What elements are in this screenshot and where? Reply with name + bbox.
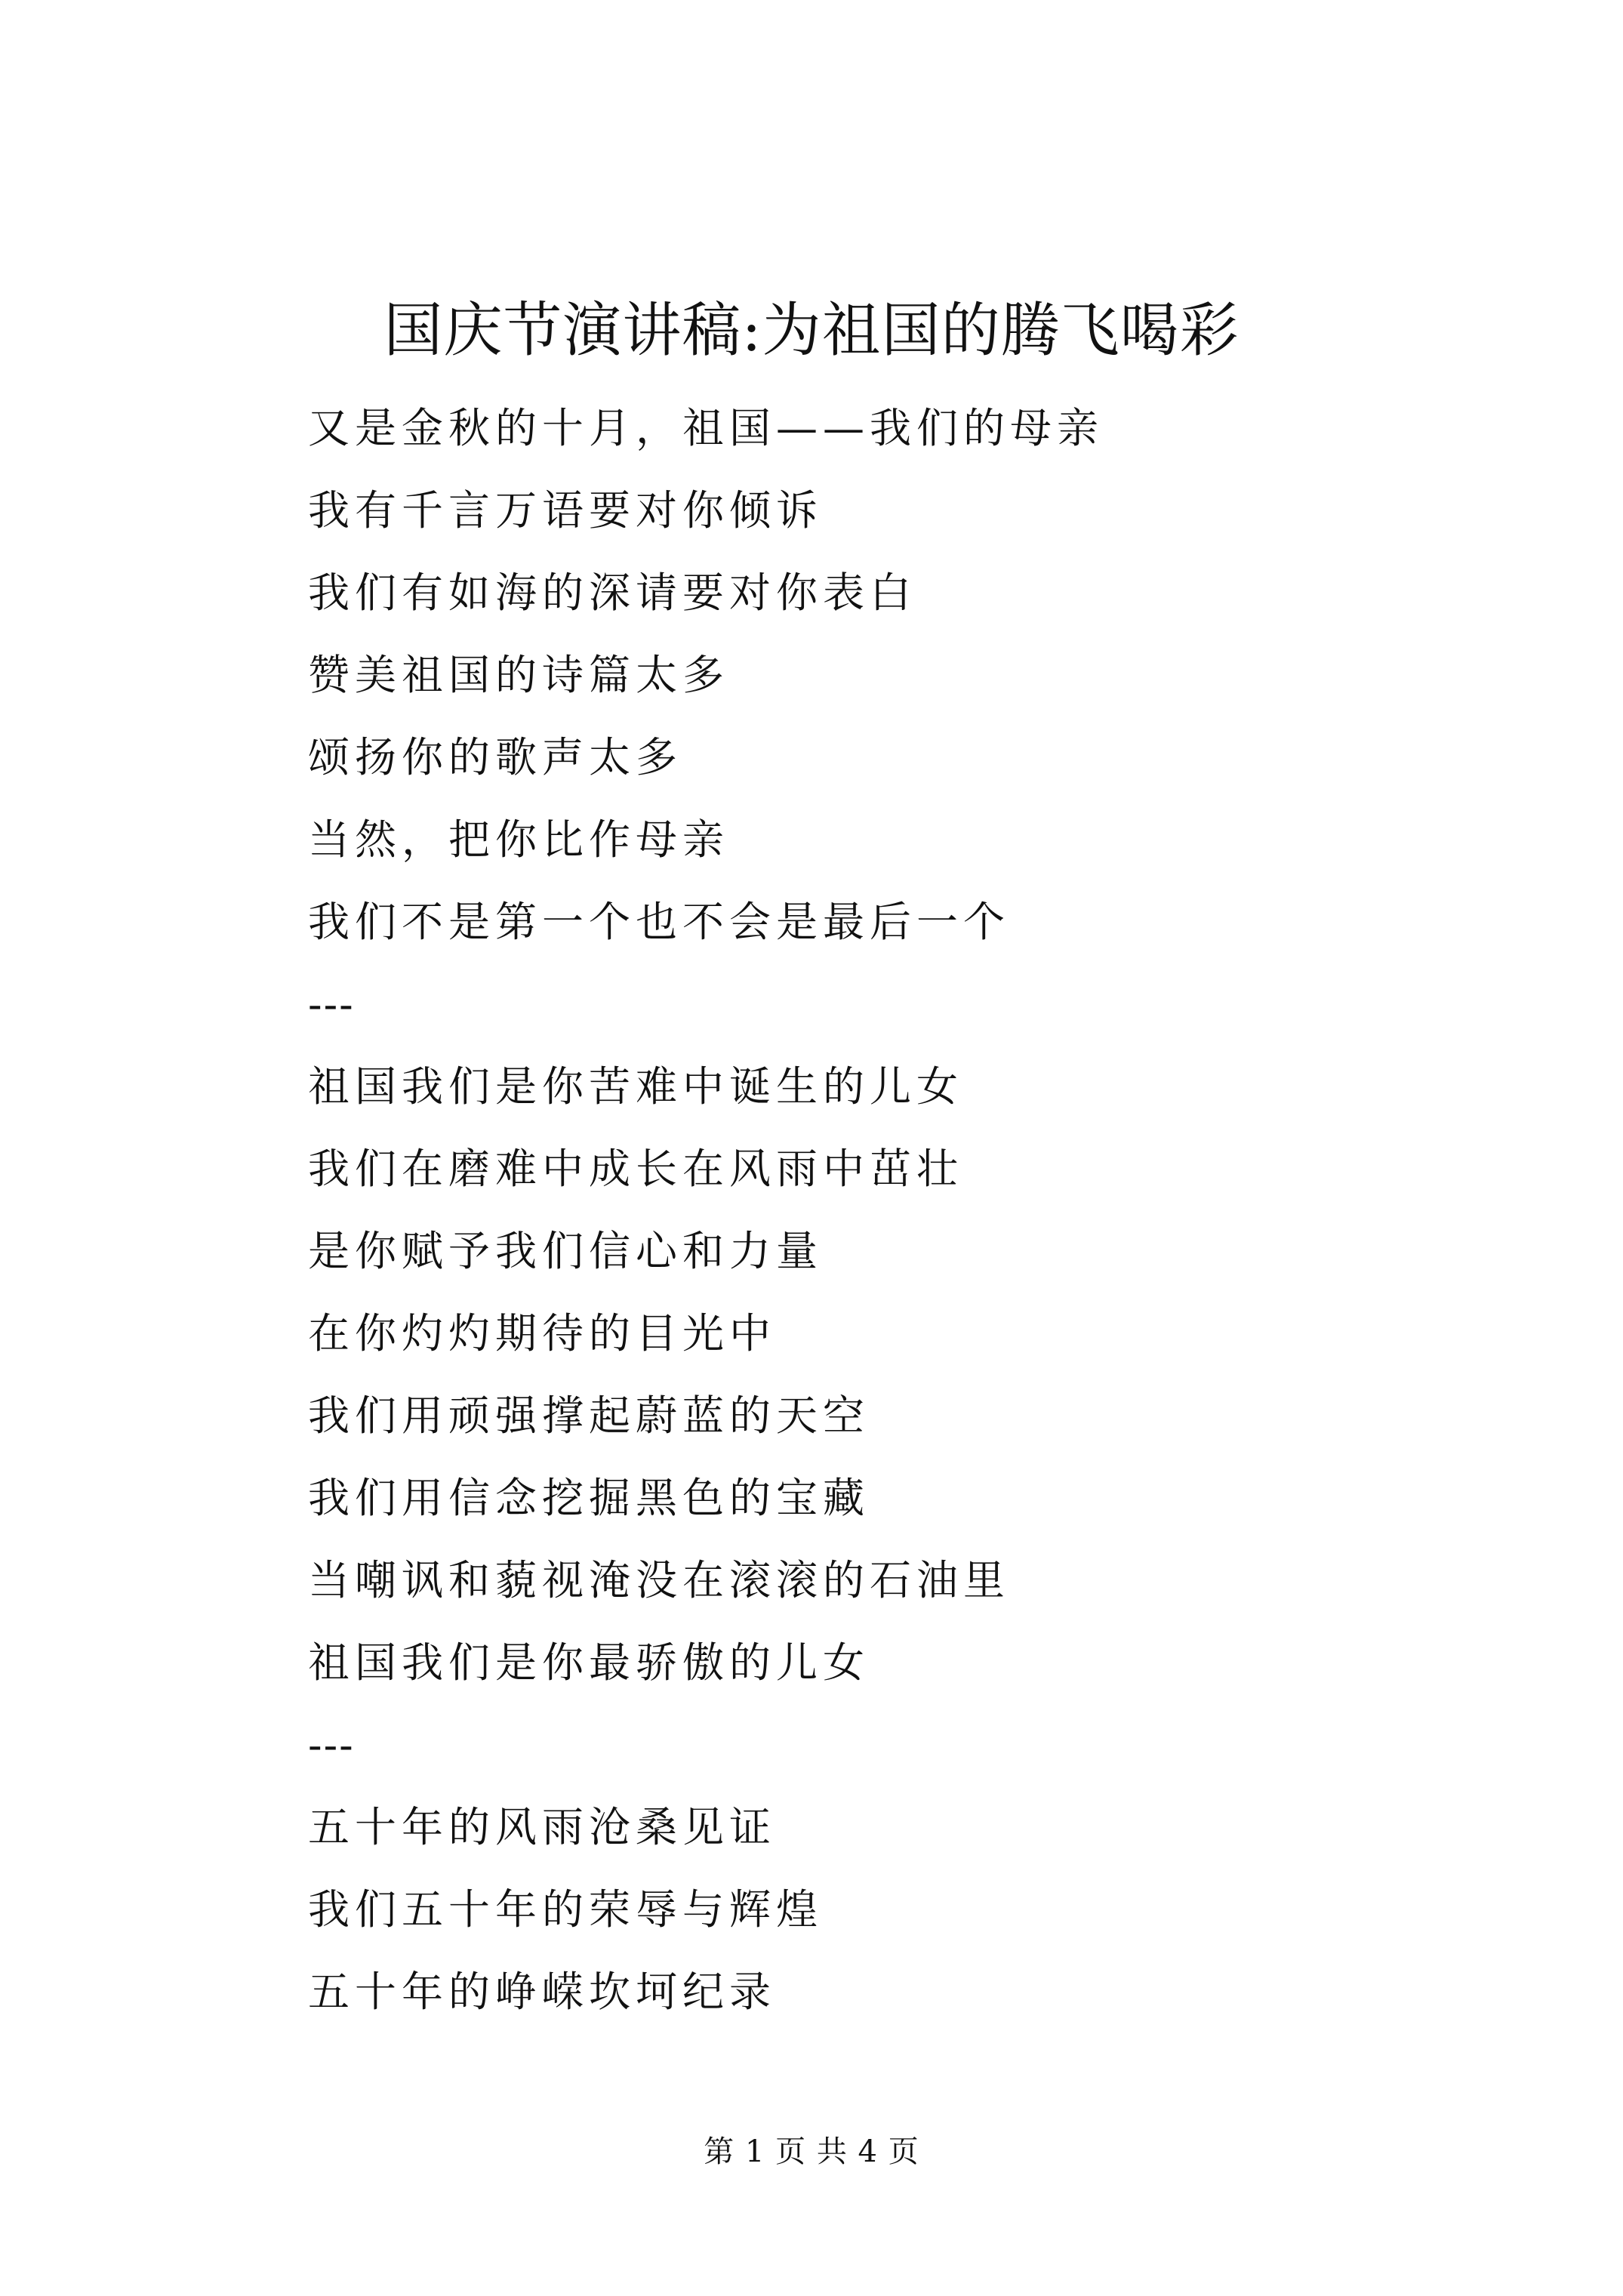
section-separator: --- — [308, 980, 355, 1028]
speech-line: 我们在磨难中成长在风雨中茁壮 — [308, 1145, 964, 1193]
speech-line: 在你灼灼期待的目光中 — [308, 1309, 777, 1358]
speech-line: 祖国我们是你苦难中诞生的儿女 — [308, 1062, 964, 1111]
speech-line: 我们用顽强撑起蔚蓝的天空 — [308, 1391, 870, 1440]
section-separator: --- — [308, 1721, 355, 1769]
speech-line: 我们五十年的荣辱与辉煌 — [308, 1885, 824, 1934]
speech-line: 当然，把你比作母亲 — [308, 815, 730, 864]
speech-line: 赞美祖国的诗篇太多 — [308, 651, 730, 699]
speech-line: 是你赋予我们信心和力量 — [308, 1227, 824, 1275]
page-title: 国庆节演讲稿:为祖国的腾飞喝彩 — [383, 297, 1240, 365]
speech-line: 五十年的峥嵘坎坷纪录 — [308, 1968, 777, 2016]
speech-line: 我们不是第一个也不会是最后一个 — [308, 898, 1011, 946]
speech-body — [308, 387, 1440, 2033]
speech-line: 又是金秋的十月，祖国——我们的母亲 — [308, 404, 1104, 452]
speech-line: 五十年的风雨沧桑见证 — [308, 1803, 777, 1851]
speech-line: 祖国我们是你最骄傲的儿女 — [308, 1638, 870, 1687]
speech-line: 我们用信念挖掘黑色的宝藏 — [308, 1474, 870, 1522]
speech-line: 当嘲讽和藐视淹没在滚滚的石油里 — [308, 1556, 1011, 1604]
page-footer: 第 1 页 共 4 页 — [704, 2134, 919, 2169]
speech-line: 我们有如海的深请要对你表白 — [308, 569, 917, 617]
speech-line: 我有千言万语要对你倾诉 — [308, 486, 824, 535]
speech-line: 颂扬你的歌声太多 — [308, 733, 683, 781]
